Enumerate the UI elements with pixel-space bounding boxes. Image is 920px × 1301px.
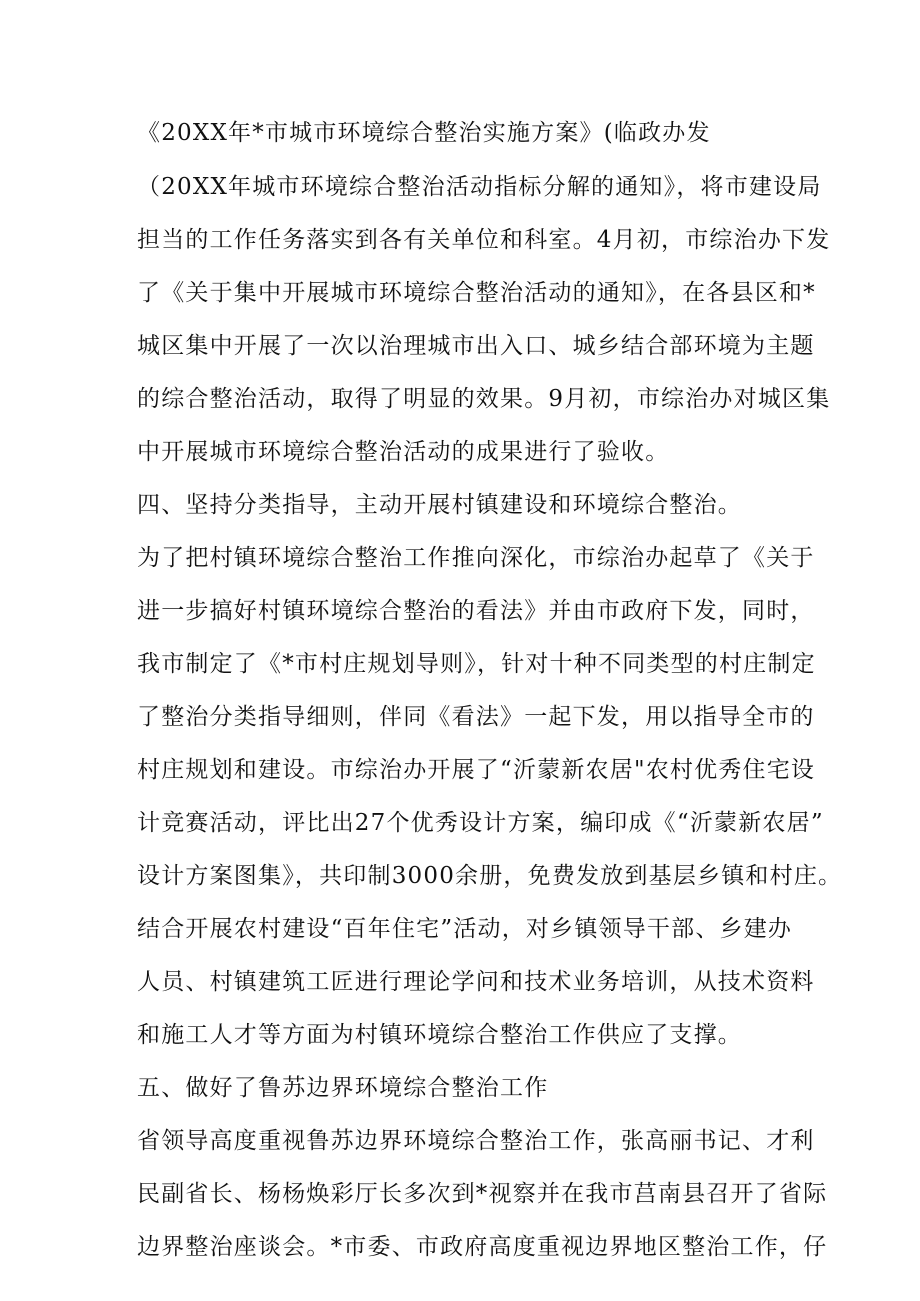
text-line-2: （20XX年城市环境综合整治活动指标分解的通知》，将市建设局 [137, 174, 822, 200]
text-line-9: 为了把村镇环境综合整治工作推向深化，市综治办起草了《关于 [137, 545, 815, 571]
text-line-7: 中开展城市环境综合整治活动的成果进行了验收。 [137, 439, 670, 465]
text-line-4: 了《关于集中开展城市环境综合整治活动的通知》，在各县区和* [137, 280, 816, 306]
section-heading-4: 四、坚持分类指导，主动开展村镇建设和环境综合整治。 [137, 492, 742, 518]
text-line-15: 设计方案图集》，共印制3000余册，免费发放到基层乡镇和村庄。 [137, 863, 843, 889]
text-line-18: 和施工人才等方面为村镇环境综合整治工作供应了支撑。 [137, 1022, 742, 1048]
text-line-3: 担当的工作任务落实到各有关单位和科室。4月初，市综治办下发 [137, 227, 831, 253]
text-line-22: 边界整治座谈会。*市委、市政府高度重视边界地区整治工作，仔 [137, 1234, 828, 1260]
text-line-6: 的综合整治活动，取得了明显的效果。9月初，市综治办对城区集 [137, 386, 831, 412]
text-line-14: 计竞赛活动，评比出27个优秀设计方案，编印成《“沂蒙新农居” [137, 810, 824, 836]
text-line-10: 进一步搞好村镇环境综合整治的看法》并由市政府下发，同时， [137, 598, 815, 624]
text-line-20: 省领导高度重视鲁苏边界环境综合整治工作，张高丽书记、才利 [137, 1128, 815, 1154]
text-line-17: 人员、村镇建筑工匠进行理论学问和技术业务培训，从技术资料 [137, 969, 815, 995]
text-line-5: 城区集中开展了一次以治理城市出入口、城乡结合部环境为主题 [137, 333, 815, 359]
text-line-21: 民副省长、杨杨焕彩厅长多次到*视察并在我市莒南县召开了省际 [137, 1181, 828, 1207]
text-line-1: 《20XX年*市城市环境综合整治实施方案》(临政办发 [137, 120, 711, 146]
text-line-13: 村庄规划和建设。市综治办开展了“沂蒙新农居"农村优秀住宅设 [137, 757, 816, 783]
text-line-11: 我市制定了《*市村庄规划导则》，针对十种不同类型的村庄制定 [137, 651, 816, 677]
text-line-12: 了整治分类指导细则，伴同《看法》一起下发，用以指导全市的 [137, 704, 815, 730]
text-line-16: 结合开展农村建设“百年住宅”活动，对乡镇领导干部、乡建办 [137, 916, 793, 942]
section-heading-5: 五、做好了鲁苏边界环境综合整治工作 [137, 1075, 549, 1101]
